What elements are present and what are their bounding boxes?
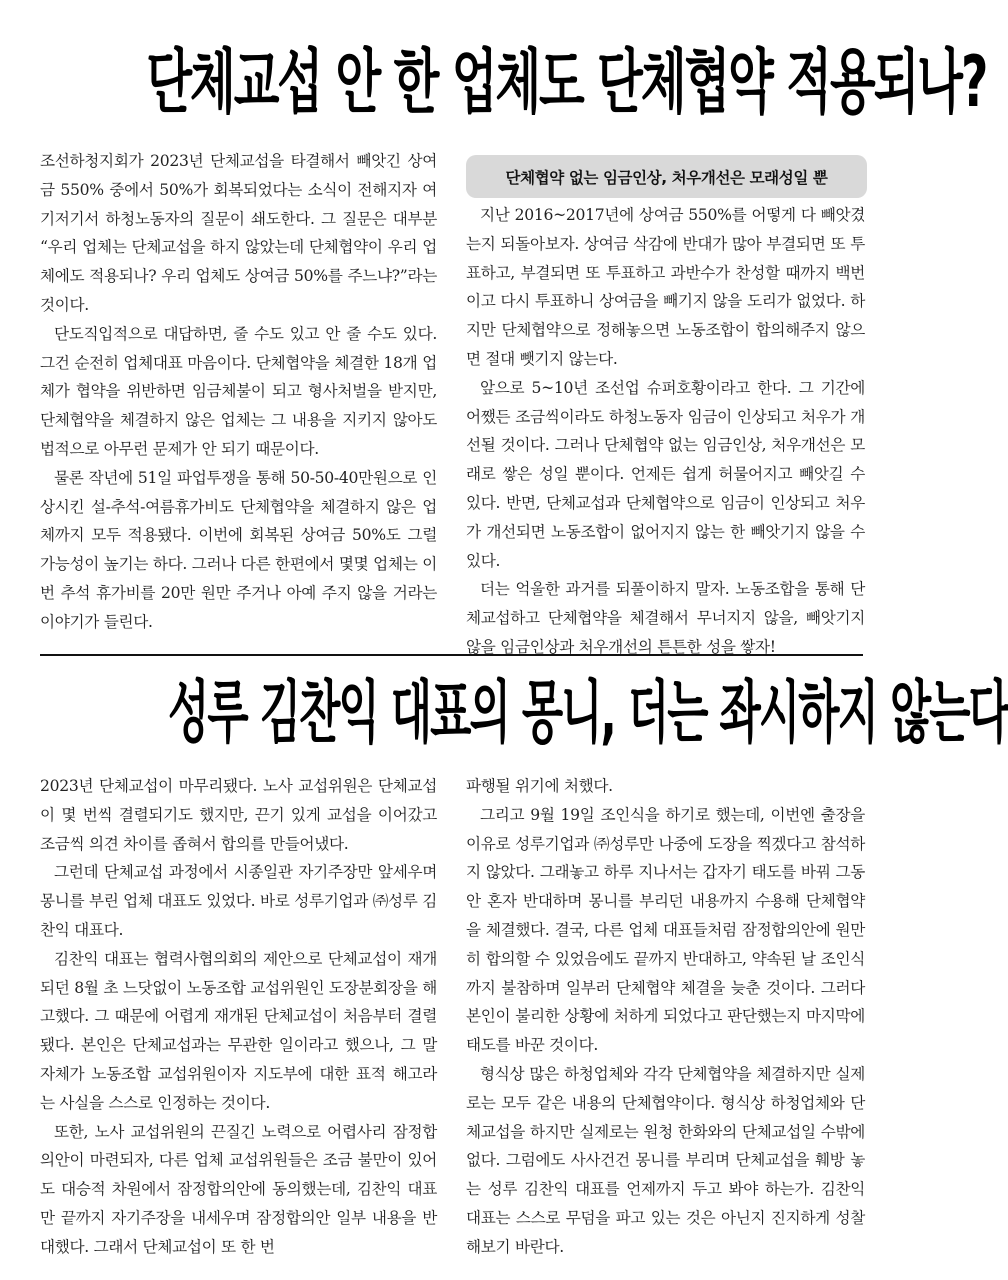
article1-paragraph: 물론 작년에 51일 파업투쟁을 통해 50-50-40만원으로 인상시킨 설-추석-여름휴가비도 단체협약을 체결하지 않은 업체까지 모두 적용됐다. 이번에 회복된 상여금 50%도 그럴 가능성이 높기는 하다. 그러나 다른 한편에서 몇몇 업체는 이번 추석 휴가비를 20만 원만 주거나 아예 주지 않을 거라는 이야기가 들린다. [40,468,437,631]
article2-headline: 성루 김찬익 대표의 몽니, 더는 좌시하지 않는다 [168,674,1008,753]
article1-paragraph: 지난 2016~2017년에 상여금 550%를 어떻게 다 빼앗겼는지 되돌아보자. 상여금 삭감에 반대가 많아 부결되면 또 투표하고, 부결되면 또 투표하고 과반수가 찬성할 때까지 백번이고 다시 투표하니 상여금을 빼기지 않을 도리가 없었다. 하지만 단체협약으로 정해놓으면 노동조합이 합의해주지 않으면 절대 뺏기지 않는다. [466,206,865,368]
article2-paragraph: 또한, 노사 교섭위원의 끈질긴 노력으로 어렵사리 잠정합의안이 마련되자, 다른 업체 교섭위원들은 조금 불만이 있어도 대승적 차원에서 잠정합의안에 동의했는데, 김찬익 대표만 끝까지 자기주장을 내세우며 잠정합의안 일부 내용을 반대했다. 그래서 단체교섭이 또 한 번 [40,1122,437,1256]
article2-paragraph: 파행될 위기에 처했다. [466,777,613,795]
article2-paragraph: 2023년 단체교섭이 마무리됐다. 노사 교섭위원은 단체교섭이 몇 번씩 결렬되기도 했지만, 끈기 있게 교섭을 이어갔고 조금씩 의견 차이를 좁혀서 합의를 만들어냈다. [40,777,437,853]
article2-right-column [466,772,865,1262]
section-divider [40,654,863,656]
article1-headline: 단체교섭 안 한 업체도 단체협약 적용되나? [146,41,987,123]
article1-subheading: 단체협약 없는 임금인상, 처우개선은 모래성일 뿐 [466,155,867,198]
article1-paragraph: 더는 억울한 과거를 되풀이하지 말자. 노동조합을 통해 단체교섭하고 단체협약을 체결해서 무너지지 않을, 빼앗기지 않을 임금인상과 처우개선의 튼튼한 성을 쌓자! [466,580,865,656]
article2-paragraph: 김찬익 대표는 협력사협의회의 제안으로 단체교섭이 재개되던 8월 초 느닷없이 노동조합 교섭위원인 도장분회장을 해고했다. 그 때문에 어렵게 재개된 단체교섭이 처음부터 결렬됐다. 본인은 단체교섭과는 무관한 일이라고 했으나, 그 말 자체가 노동조합 교섭위원이자 지도부에 대한 표적 해고라는 사실을 스스로 인정하는 것이다. [40,949,437,1112]
article2-paragraph: 형식상 많은 하청업체와 각각 단체협약을 체결하지만 실제로는 모두 같은 내용의 단체협약이다. 형식상 하청업체와 단체교섭을 하지만 실제로는 원청 한화와의 단체교섭일 수밖에 없다. 그럼에도 사사건건 몽니를 부리며 단체교섭을 훼방 놓는 성루 김찬익 대표를 언제까지 두고 봐야 하는가. 김찬익 대표는 스스로 무덤을 파고 있는 것은 아닌지 진지하게 성찰해보기 바란다. [466,1064,865,1256]
article2-paragraph: 그리고 9월 19일 조인식을 하기로 했는데, 이번엔 출장을 이유로 성루기업과 ㈜성루만 나중에 도장을 찍겠다고 참석하지 않았다. 그래놓고 하루 지나서는 갑자기 태도를 바꿔 그동안 혼자 반대하며 몽니를 부리던 내용까지 수용해 단체협약을 체결했다. 결국, 다른 업체 대표들처럼 잠정합의안에 원만히 합의할 수 있었음에도 끝까지 반대하고, 약속된 날 조인식까지 불참하며 일부러 단체협약 체결을 늦춘 것이다. 그러다 본인이 불리한 상황에 처하게 되었다고 판단했는지 마지막에 태도를 바꾼 것이다. [466,805,865,1055]
article1-paragraph: 단도직입적으로 대답하면, 줄 수도 있고 안 줄 수도 있다. 그건 순전히 업체대표 마음이다. 단체협약을 체결한 18개 업체가 협약을 위반하면 임금체불이 되고 형사처벌을 받지만, 단체협약을 체결하지 않은 업체는 그 내용을 지키지 않아도 법적으로 아무런 문제가 안 되기 때문이다. [40,324,437,458]
article1-paragraph: 앞으로 5~10년 조선업 슈퍼호황이라고 한다. 그 기간에 어쨌든 조금씩이라도 하청노동자 임금이 인상되고 처우가 개선될 것이다. 그러나 단체협약 없는 임금인상, 처우개선은 모래로 쌓은 성일 뿐이다. 언제든 쉽게 허물어지고 빼앗길 수 있다. 반면, 단체교섭과 단체협약으로 임금이 인상되고 처우가 개선되면 노동조합이 없어지지 않는 한 빼앗기지 않을 수 있다. [466,378,865,570]
article2-left-column [40,772,437,1262]
article1-left-column [40,147,437,637]
article1-paragraph: 조선하청지회가 2023년 단체교섭을 타결해서 빼앗긴 상여금 550% 중에서 50%가 회복되었다는 소식이 전해지자 여기저기서 하청노동자의 질문이 쇄도한다. 그 질문은 대부분 “우리 업체는 단체교섭을 하지 않았는데 단체협약이 우리 업체에도 적용되나? 우리 업체도 상여금 50%를 주느냐?”라는 것이다. [40,152,437,314]
article1-right-column [466,201,865,662]
article2-paragraph: 그런데 단체교섭 과정에서 시종일관 자기주장만 앞세우며 몽니를 부린 업체 대표도 있었다. 바로 성루기업과 ㈜성루 김찬익 대표다. [40,863,437,939]
